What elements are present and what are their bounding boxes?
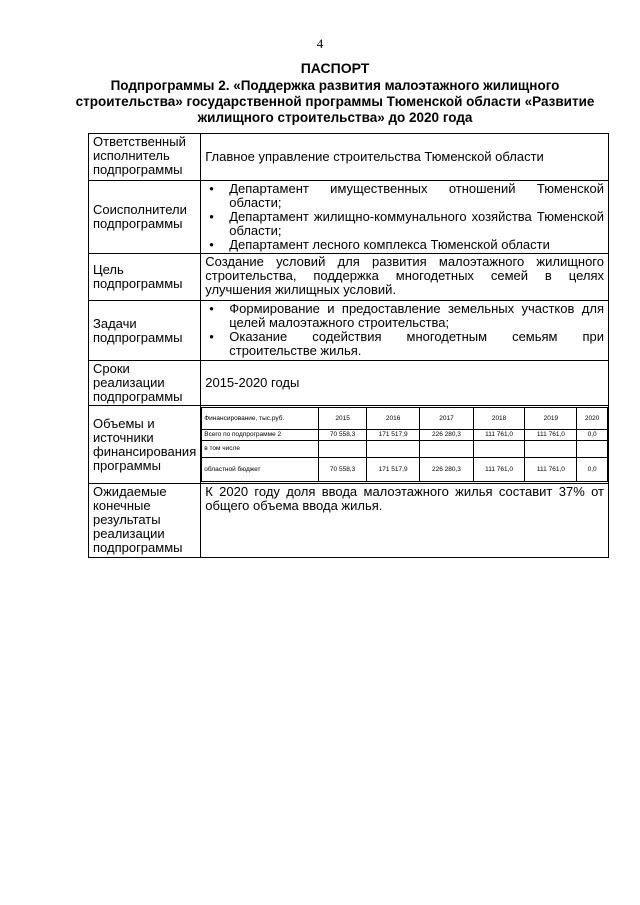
results-label: Ожидаемые конечные результаты реализации подпрограммы [89,484,201,558]
executor-label: Ответственный исполнитель подпрограммы [89,134,201,181]
goal-value: Создание условий для развития малоэтажного жилищного строительства, поддержка многодетных семей в целях улучшения жилищных условий. [201,254,609,301]
document-subtitle: Подпрограммы 2. «Поддержка развития малоэтажного жилищного строительства» государственной программы Тюменской области «Развитие жилищного строительства» до 2020 года [75,78,595,125]
value-cell: 0,0 [577,430,608,441]
tasks-list [205,302,604,358]
value-cell: 111 761,0 [525,458,577,482]
period-label: Сроки реализации подпрограммы [89,361,201,406]
funding-header-row [202,408,608,430]
funding-total-label: Всего по подпрограмме 2 [202,430,319,441]
year-cell: 2020 [577,408,608,430]
list-item: • Департамент имущественных отношений Тюменской области; [205,182,604,210]
value-cell: 111 761,0 [525,430,577,441]
page-number: 4 [316,36,324,51]
tasks-value [201,301,609,361]
funding-value [201,406,609,484]
year-cell: 2017 [420,408,473,430]
goal-label: Цель подпрограммы [89,254,201,301]
value-cell: 70 558,3 [319,458,367,482]
year-cell: 2019 [525,408,577,430]
funding-regional-label: областной бюджет [202,458,319,482]
tasks-label: Задачи подпрограммы [89,301,201,361]
empty-cell [473,441,525,458]
row-goal [89,254,609,301]
coexecutors-value [201,181,609,254]
value-cell: 226 280,3 [420,458,473,482]
row-tasks [89,301,609,361]
row-funding [89,406,609,484]
list-item: • Департамент жилищно-коммунального хозяйства Тюменской области; [205,210,604,238]
coexecutors-label: Соисполнители подпрограммы [89,181,201,254]
empty-cell [525,441,577,458]
funding-table [201,407,608,482]
list-item: • Оказание содействия многодетным семьям при строительстве жилья. [205,330,604,358]
value-cell: 0,0 [577,458,608,482]
list-item: • Департамент лесного комплекса Тюменской области [205,238,604,252]
row-coexecutors [89,181,609,254]
row-executor [89,134,609,181]
funding-regional-row [202,458,608,482]
year-cell: 2016 [366,408,419,430]
funding-including-row [202,441,608,458]
empty-cell [366,441,419,458]
value-cell: 171 517,9 [366,458,419,482]
funding-total-row [202,430,608,441]
document-heading [60,60,610,126]
funding-label: Объемы и источники финансирования программы [89,406,201,484]
passport-table [88,133,609,558]
value-cell: 70 558,3 [319,430,367,441]
value-cell: 171 517,9 [366,430,419,441]
funding-including-label: в том числе [202,441,319,458]
document-title: ПАСПОРТ [300,60,370,76]
coexecutors-list [205,182,604,252]
empty-cell [577,441,608,458]
results-value: К 2020 году доля ввода малоэтажного жилья составит 37% от общего объема ввода жилья. [201,484,609,558]
empty-cell [420,441,473,458]
funding-header-label: Финансирование, тыс.руб. [202,408,319,430]
list-item: • Формирование и предоставление земельных участков для целей малоэтажного строительства; [205,302,604,330]
year-cell: 2018 [473,408,525,430]
period-value: 2015-2020 годы [201,361,609,406]
value-cell: 111 761,0 [473,458,525,482]
value-cell: 111 761,0 [473,430,525,441]
row-period [89,361,609,406]
executor-value: Главное управление строительства Тюменской области [201,134,609,181]
row-results [89,484,609,558]
value-cell: 226 280,3 [420,430,473,441]
empty-cell [319,441,367,458]
year-cell: 2015 [319,408,367,430]
